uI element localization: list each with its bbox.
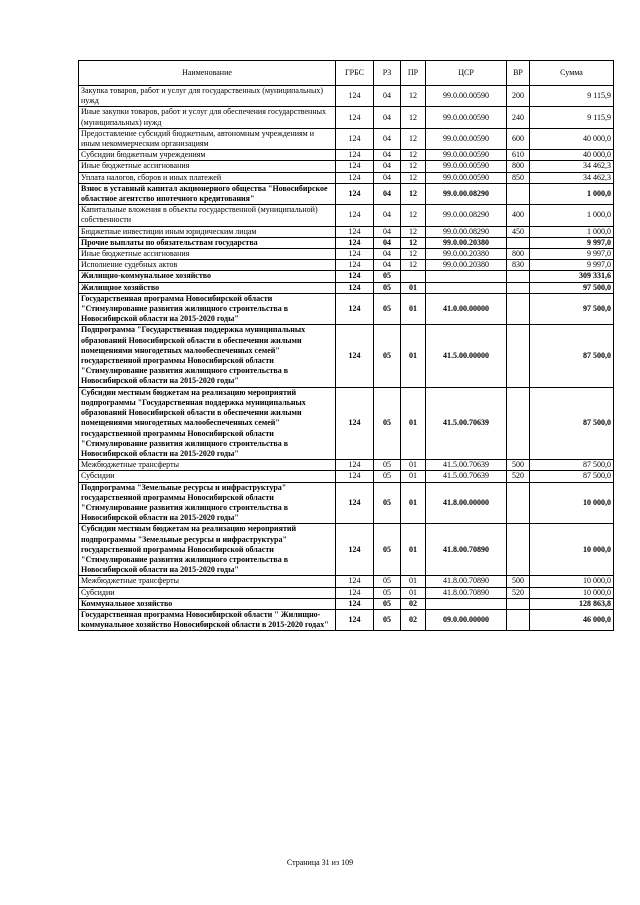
- cell-sum: 9 997,0: [530, 237, 614, 248]
- table-row: [79, 172, 614, 183]
- cell-grbs: 124: [336, 325, 374, 387]
- cell-vr: [507, 387, 530, 459]
- cell-vr: [507, 183, 530, 204]
- table-row: [79, 161, 614, 172]
- cell-pr: 01: [401, 282, 426, 293]
- cell-name: Подпрограмма "Земельные ресурсы и инфраструктура" государственной программы Новосибирской области "Стимулирование развития жилищного строительства в Новосибирской области на 2015-2020 годы": [79, 482, 336, 524]
- cell-sum: 10 000,0: [530, 587, 614, 598]
- cell-sum: 40 000,0: [530, 128, 614, 149]
- cell-csr: 41.8.00.70890: [426, 576, 507, 587]
- cell-name: Государственная программа Новосибирской области " Жилищно-коммунальное хозяйство Новосибирской области в 2015-2020 годах": [79, 609, 336, 630]
- cell-pr: 12: [401, 86, 426, 107]
- cell-sum: 309 331,6: [530, 271, 614, 282]
- cell-rz: 04: [374, 107, 401, 128]
- cell-vr: 800: [507, 249, 530, 260]
- cell-grbs: 124: [336, 226, 374, 237]
- cell-csr: 41.8.00.70890: [426, 587, 507, 598]
- cell-grbs: 124: [336, 271, 374, 282]
- cell-grbs: 124: [336, 150, 374, 161]
- table-row: [79, 598, 614, 609]
- cell-pr: 12: [401, 205, 426, 226]
- cell-name: Прочие выплаты по обязательствам государства: [79, 237, 336, 248]
- cell-pr: 12: [401, 226, 426, 237]
- cell-name: Субсидии местным бюджетам на реализацию мероприятий подпрограммы "Государственная поддержка муниципальных образований Новосибирской области в обеспечении жилыми помещениями многодетных малообеспеченных семей" государственной программы Новосибирской области "Стимулирование развития жилищного строительства в Новосибирской области на 2015-2020 годы": [79, 387, 336, 459]
- cell-vr: 830: [507, 260, 530, 271]
- cell-vr: 200: [507, 86, 530, 107]
- cell-vr: [507, 598, 530, 609]
- cell-pr: 01: [401, 387, 426, 459]
- cell-pr: 12: [401, 128, 426, 149]
- table-header-row: [79, 61, 614, 86]
- cell-pr: 02: [401, 598, 426, 609]
- cell-csr: [426, 282, 507, 293]
- cell-grbs: 124: [336, 128, 374, 149]
- col-header-csr: ЦСР: [426, 61, 507, 86]
- cell-sum: 46 000,0: [530, 609, 614, 630]
- cell-grbs: 124: [336, 183, 374, 204]
- cell-csr: 99.0.00.08290: [426, 183, 507, 204]
- cell-rz: 04: [374, 150, 401, 161]
- cell-grbs: 124: [336, 598, 374, 609]
- cell-pr: 01: [401, 325, 426, 387]
- cell-name: Субсидии: [79, 587, 336, 598]
- cell-rz: 04: [374, 86, 401, 107]
- cell-csr: 99.0.00.08290: [426, 205, 507, 226]
- cell-grbs: 124: [336, 249, 374, 260]
- table-row: [79, 576, 614, 587]
- cell-csr: 41.8.00.70890: [426, 524, 507, 576]
- table-body: [79, 86, 614, 631]
- cell-vr: [507, 271, 530, 282]
- table-row: [79, 387, 614, 459]
- cell-rz: 04: [374, 249, 401, 260]
- cell-vr: 520: [507, 471, 530, 482]
- page-number: Страница 31 из 109: [286, 858, 354, 867]
- cell-name: Межбюджетные трансферты: [79, 460, 336, 471]
- cell-rz: 05: [374, 576, 401, 587]
- cell-rz: 05: [374, 471, 401, 482]
- cell-csr: 09.0.00.00000: [426, 609, 507, 630]
- cell-pr: 01: [401, 576, 426, 587]
- cell-name: Закупка товаров, работ и услуг для государственных (муниципальных) нужд: [79, 86, 336, 107]
- col-header-grbs: ГРБС: [336, 61, 374, 86]
- cell-rz: 05: [374, 325, 401, 387]
- table-row: [79, 282, 614, 293]
- cell-grbs: 124: [336, 282, 374, 293]
- cell-vr: 850: [507, 172, 530, 183]
- cell-csr: 99.0.00.20380: [426, 260, 507, 271]
- cell-csr: 99.0.00.08290: [426, 226, 507, 237]
- cell-name: Субсидии местным бюджетам на реализацию мероприятий подпрограммы "Земельные ресурсы и инфраструктура" государственной программы Новосибирской области "Стимулирование развития жилищного строительства в Новосибирской области на 2015-2020 годы": [79, 524, 336, 576]
- cell-name: Жилищное хозяйство: [79, 282, 336, 293]
- cell-vr: [507, 237, 530, 248]
- cell-grbs: 124: [336, 609, 374, 630]
- budget-table: [78, 60, 614, 631]
- table-row: [79, 226, 614, 237]
- cell-sum: 9 115,9: [530, 86, 614, 107]
- cell-sum: 9 115,9: [530, 107, 614, 128]
- cell-csr: [426, 598, 507, 609]
- cell-pr: [401, 271, 426, 282]
- cell-csr: 41.5.00.70639: [426, 460, 507, 471]
- cell-rz: 05: [374, 387, 401, 459]
- cell-pr: 01: [401, 460, 426, 471]
- cell-sum: 97 500,0: [530, 282, 614, 293]
- cell-rz: 05: [374, 482, 401, 524]
- cell-pr: 12: [401, 161, 426, 172]
- cell-rz: 04: [374, 260, 401, 271]
- cell-csr: 99.0.00.20380: [426, 237, 507, 248]
- cell-pr: 12: [401, 172, 426, 183]
- cell-sum: 87 500,0: [530, 471, 614, 482]
- cell-csr: 99.0.00.00590: [426, 150, 507, 161]
- cell-vr: 520: [507, 587, 530, 598]
- col-header-rz: РЗ: [374, 61, 401, 86]
- cell-sum: 10 000,0: [530, 524, 614, 576]
- cell-pr: 12: [401, 237, 426, 248]
- cell-sum: 9 997,0: [530, 249, 614, 260]
- cell-name: Капитальные вложения в объекты государственной (муниципальной) собственности: [79, 205, 336, 226]
- cell-vr: 500: [507, 576, 530, 587]
- cell-rz: 04: [374, 172, 401, 183]
- cell-sum: 87 500,0: [530, 460, 614, 471]
- cell-rz: 05: [374, 598, 401, 609]
- cell-name: Бюджетные инвестиции иным юридическим лицам: [79, 226, 336, 237]
- table-row: [79, 205, 614, 226]
- cell-grbs: 124: [336, 576, 374, 587]
- cell-grbs: 124: [336, 482, 374, 524]
- cell-pr: 12: [401, 150, 426, 161]
- cell-csr: 41.8.00.00000: [426, 482, 507, 524]
- table-row: [79, 482, 614, 524]
- cell-sum: 87 500,0: [530, 387, 614, 459]
- table-row: [79, 325, 614, 387]
- cell-sum: 9 997,0: [530, 260, 614, 271]
- cell-name: Жилищно-коммунальное хозяйство: [79, 271, 336, 282]
- cell-rz: 04: [374, 183, 401, 204]
- cell-rz: 05: [374, 524, 401, 576]
- cell-csr: 99.0.00.00590: [426, 128, 507, 149]
- cell-vr: 610: [507, 150, 530, 161]
- cell-csr: 99.0.00.20380: [426, 249, 507, 260]
- cell-grbs: 124: [336, 460, 374, 471]
- cell-name: Иные бюджетные ассигнования: [79, 249, 336, 260]
- cell-name: Исполнение судебных актов: [79, 260, 336, 271]
- cell-name: Субсидии бюджетным учреждениям: [79, 150, 336, 161]
- cell-vr: [507, 524, 530, 576]
- table-row: [79, 587, 614, 598]
- cell-name: Предоставление субсидий бюджетным, автономным учреждениям и иным некоммерческим организациям: [79, 128, 336, 149]
- cell-name: Межбюджетные трансферты: [79, 576, 336, 587]
- cell-name: Субсидии: [79, 471, 336, 482]
- cell-rz: 04: [374, 128, 401, 149]
- cell-name: Коммунальное хозяйство: [79, 598, 336, 609]
- table-row: [79, 271, 614, 282]
- cell-grbs: 124: [336, 293, 374, 325]
- col-header-sum: Сумма: [530, 61, 614, 86]
- table-row: [79, 471, 614, 482]
- table-row: [79, 260, 614, 271]
- cell-grbs: 124: [336, 205, 374, 226]
- cell-sum: 10 000,0: [530, 482, 614, 524]
- cell-grbs: 124: [336, 587, 374, 598]
- col-header-vr: ВР: [507, 61, 530, 86]
- cell-rz: 04: [374, 237, 401, 248]
- cell-sum: 87 500,0: [530, 325, 614, 387]
- cell-sum: 128 863,8: [530, 598, 614, 609]
- cell-pr: 01: [401, 471, 426, 482]
- cell-pr: 01: [401, 482, 426, 524]
- cell-pr: 01: [401, 524, 426, 576]
- table-row: [79, 237, 614, 248]
- cell-rz: 05: [374, 282, 401, 293]
- cell-sum: 1 000,0: [530, 183, 614, 204]
- cell-csr: 99.0.00.00590: [426, 86, 507, 107]
- cell-rz: 04: [374, 205, 401, 226]
- cell-grbs: 124: [336, 161, 374, 172]
- cell-name: Уплата налогов, сборов и иных платежей: [79, 172, 336, 183]
- table-row: [79, 293, 614, 325]
- cell-pr: 02: [401, 609, 426, 630]
- cell-pr: 12: [401, 260, 426, 271]
- table-row: [79, 460, 614, 471]
- cell-csr: 99.0.00.00590: [426, 107, 507, 128]
- cell-vr: [507, 609, 530, 630]
- cell-grbs: 124: [336, 260, 374, 271]
- cell-csr: 99.0.00.00590: [426, 172, 507, 183]
- cell-csr: [426, 271, 507, 282]
- table-row: [79, 128, 614, 149]
- cell-csr: 41.5.00.70639: [426, 471, 507, 482]
- cell-grbs: 124: [336, 107, 374, 128]
- table-row: [79, 86, 614, 107]
- cell-csr: 41.5.00.00000: [426, 325, 507, 387]
- table-row: [79, 107, 614, 128]
- cell-pr: 12: [401, 183, 426, 204]
- cell-sum: 97 500,0: [530, 293, 614, 325]
- cell-rz: 05: [374, 609, 401, 630]
- cell-vr: [507, 282, 530, 293]
- cell-pr: 12: [401, 107, 426, 128]
- cell-sum: 10 000,0: [530, 576, 614, 587]
- col-header-name: Наименование: [79, 61, 336, 86]
- cell-vr: 500: [507, 460, 530, 471]
- cell-rz: 05: [374, 587, 401, 598]
- cell-sum: 1 000,0: [530, 226, 614, 237]
- cell-grbs: 124: [336, 237, 374, 248]
- table-row: [79, 524, 614, 576]
- cell-vr: 600: [507, 128, 530, 149]
- cell-name: Подпрограмма "Государственная поддержка муниципальных образований Новосибирской области в обеспечении жилыми помещениями многодетных малообеспеченных семей" государственной программы Новосибирской области "Стимулирование развития жилищного строительства в Новосибирской области на 2015-2020 годы": [79, 325, 336, 387]
- cell-grbs: 124: [336, 387, 374, 459]
- cell-vr: 240: [507, 107, 530, 128]
- cell-grbs: 124: [336, 172, 374, 183]
- cell-name: Государственная программа Новосибирской области "Стимулирование развития жилищного строительства в Новосибирской области на 2015-2020 годы": [79, 293, 336, 325]
- cell-vr: 400: [507, 205, 530, 226]
- col-header-pr: ПР: [401, 61, 426, 86]
- cell-rz: 05: [374, 460, 401, 471]
- table-row: [79, 150, 614, 161]
- cell-rz: 04: [374, 161, 401, 172]
- cell-csr: 99.0.00.00590: [426, 161, 507, 172]
- cell-name: Иные бюджетные ассигнования: [79, 161, 336, 172]
- cell-sum: 40 000,0: [530, 150, 614, 161]
- cell-vr: [507, 325, 530, 387]
- cell-csr: 41.5.00.70639: [426, 387, 507, 459]
- cell-sum: 34 462,3: [530, 172, 614, 183]
- table-row: [79, 249, 614, 260]
- cell-vr: 450: [507, 226, 530, 237]
- cell-rz: 05: [374, 293, 401, 325]
- cell-vr: [507, 293, 530, 325]
- cell-pr: 01: [401, 587, 426, 598]
- cell-csr: 41.0.00.00000: [426, 293, 507, 325]
- table-row: [79, 183, 614, 204]
- cell-grbs: 124: [336, 524, 374, 576]
- cell-rz: 05: [374, 271, 401, 282]
- cell-vr: [507, 482, 530, 524]
- cell-name: Иные закупки товаров, работ и услуг для обеспечения государственных (муниципальных) нужд: [79, 107, 336, 128]
- cell-sum: 34 462,3: [530, 161, 614, 172]
- cell-pr: 01: [401, 293, 426, 325]
- cell-rz: 04: [374, 226, 401, 237]
- table-row: [79, 609, 614, 630]
- cell-vr: 800: [507, 161, 530, 172]
- cell-pr: 12: [401, 249, 426, 260]
- cell-sum: 1 000,0: [530, 205, 614, 226]
- cell-grbs: 124: [336, 86, 374, 107]
- cell-name: Взнос в уставный капитал акционерного общества "Новосибирское областное агентство ипотечного кредитования": [79, 183, 336, 204]
- cell-grbs: 124: [336, 471, 374, 482]
